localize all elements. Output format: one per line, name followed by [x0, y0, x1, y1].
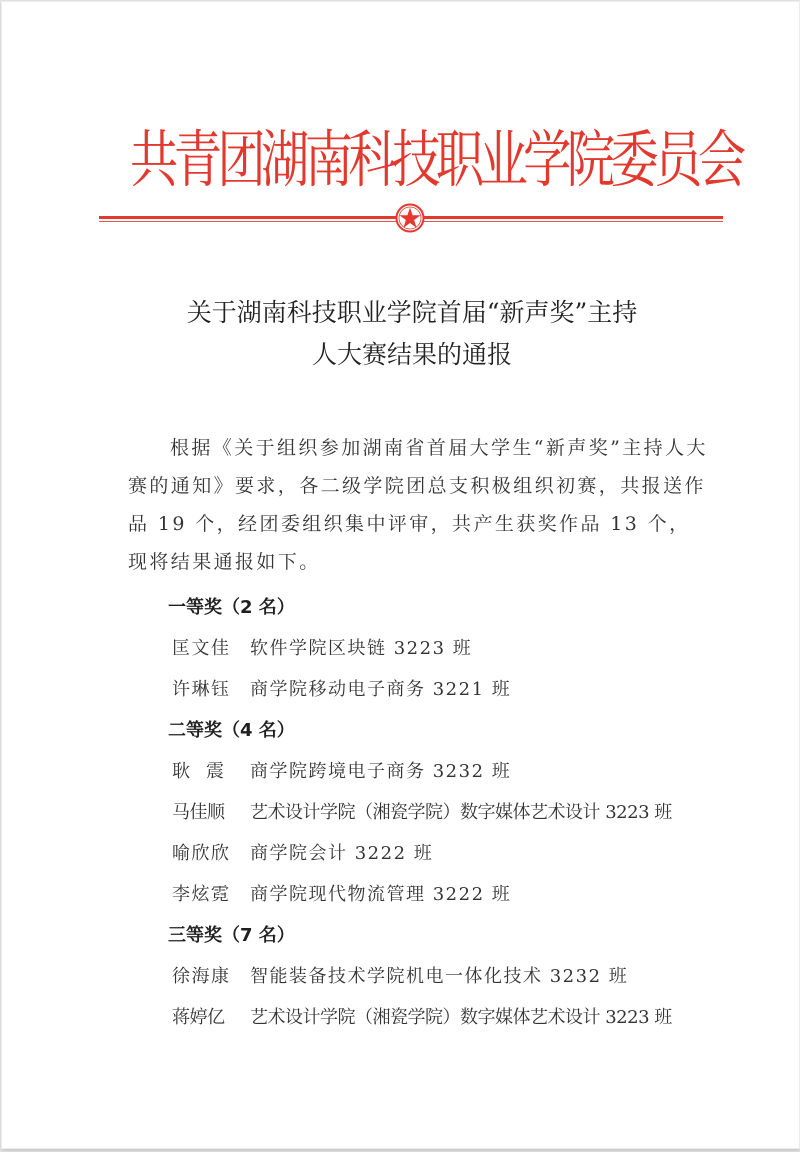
intro-text: 根据《关于组织参加湖南省首届大学生“新声奖”主持人大赛的通知》要求，各二级学院团总支积极组织初赛，共报送作品 19 个，经团委组织集中评审，共产生获奖作品 13 个，现将结果通报如下。 — [128, 437, 708, 573]
winner-class: 艺术设计学院（湘瓷学院）数字媒体艺术设计 3223 班 — [250, 802, 672, 823]
winner-name: 许琳钰 — [172, 679, 231, 700]
winner-class: 商学院会计 3222 班 — [250, 843, 434, 864]
winner-name: 耿震 — [172, 761, 240, 782]
organization-name: 共青团湖南科技职业学院委员会 — [130, 123, 742, 196]
winner-row — [172, 961, 732, 1002]
winner-name: 马佳顺 — [172, 802, 225, 823]
star-emblem-icon — [395, 203, 425, 233]
winner-class: 智能装备技术学院机电一体化技术 3232 班 — [250, 966, 629, 987]
winner-class: 商学院跨境电子商务 3232 班 — [250, 761, 512, 782]
awards-list — [168, 592, 732, 1043]
winner-row — [172, 797, 732, 838]
winner-name: 李炫霓 — [172, 884, 231, 905]
winner-row — [172, 756, 732, 797]
winner-row — [172, 838, 732, 879]
winner-name: 徐海康 — [172, 966, 231, 987]
document-title-line2: 人大赛结果的通报 — [311, 340, 512, 369]
winner-class: 软件学院区块链 3223 班 — [250, 638, 473, 659]
winner-row — [172, 633, 732, 674]
winner-class: 商学院现代物流管理 3222 班 — [250, 884, 512, 905]
document-title-line1: 关于湖南科技职业学院首届“新声奖”主持 — [186, 298, 638, 327]
winner-name: 喻欣欣 — [172, 843, 231, 864]
intro-paragraph — [128, 429, 708, 581]
winner-row — [172, 674, 732, 715]
award-heading-first: 一等奖（2 名） — [168, 597, 295, 618]
award-heading-second: 二等奖（4 名） — [168, 720, 295, 741]
document-page — [1, 1, 800, 1149]
winner-name: 蒋婷亿 — [172, 1007, 225, 1028]
winner-class: 艺术设计学院（湘瓷学院）数字媒体艺术设计 3223 班 — [250, 1007, 672, 1028]
winner-row — [172, 1002, 732, 1043]
winner-class: 商学院移动电子商务 3221 班 — [250, 679, 512, 700]
winner-name: 匡文佳 — [172, 638, 231, 659]
organization-header — [130, 120, 742, 200]
award-heading-third: 三等奖（7 名） — [168, 925, 295, 946]
winner-row — [172, 879, 732, 920]
